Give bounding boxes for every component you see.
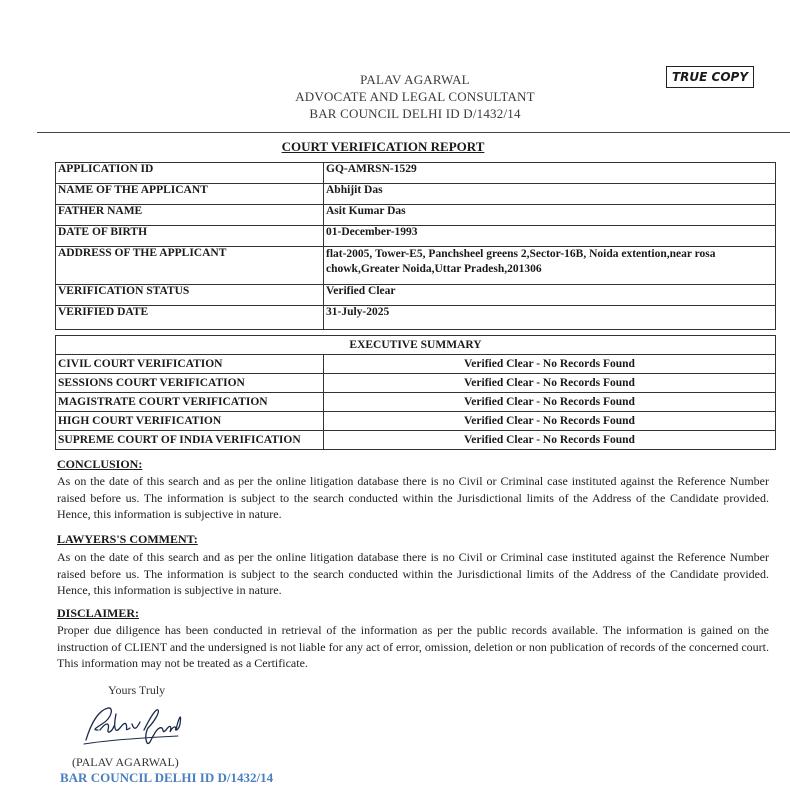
table-row	[56, 184, 776, 205]
table-row	[56, 412, 776, 431]
conclusion-heading: CONCLUSION:	[57, 457, 143, 471]
signatory-name: (PALAV AGARWAL)	[72, 755, 179, 769]
disclaimer-text: Proper due diligence has been conducted in retrieval of the information as per the public records available. The information is gained on the instruction of CLIENT and the undersigned is not liable for any act of error, omission, deletion or non publication of records of the concerned court. This information may not be treated as a Certificate.	[57, 623, 769, 670]
detail-label: DATE OF BIRTH	[56, 226, 324, 247]
table-row	[56, 431, 776, 450]
detail-value: flat-2005, Tower-E5, Panchsheel greens 2,Sector-16B, Noida extention,near rosa chowk,Greater Noida,Uttar Pradesh,201306	[324, 247, 776, 285]
detail-value: Verified Clear	[324, 285, 776, 306]
true-copy-stamp: TRUE COPY	[666, 66, 754, 88]
table-row	[56, 163, 776, 184]
advocate-name: PALAV AGARWAL	[360, 72, 470, 87]
summary-heading: EXECUTIVE SUMMARY	[56, 336, 776, 355]
table-row	[56, 393, 776, 412]
table-row	[56, 205, 776, 226]
header-divider	[37, 132, 790, 133]
detail-label: VERIFICATION STATUS	[56, 285, 324, 306]
table-row	[56, 247, 776, 285]
table-row	[56, 355, 776, 374]
detail-label: VERIFIED DATE	[56, 306, 324, 330]
detail-value: 01-December-1993	[324, 226, 776, 247]
table-row	[56, 306, 776, 330]
lawyers-comment-text: As on the date of this search and as per the online litigation database there is no Civil or Criminal case instituted against the Reference Number raised before us. The information is subject to the search conducted within the Jurisdictional limits of the Address of the Candidate provided. Hence, this information is subjective in nature.	[57, 550, 769, 597]
lawyers-comment-heading: LAWYERS'S COMMENT:	[57, 532, 198, 546]
detail-label: FATHER NAME	[56, 205, 324, 226]
signatory-bar-id: BAR COUNCIL DELHI ID D/1432/14	[60, 770, 274, 785]
detail-label: NAME OF THE APPLICANT	[56, 184, 324, 205]
summary-label: CIVIL COURT VERIFICATION	[56, 355, 324, 374]
summary-status: Verified Clear - No Records Found	[324, 393, 776, 412]
table-row	[56, 226, 776, 247]
disclaimer-heading: DISCLAIMER:	[57, 606, 140, 620]
summary-label: SESSIONS COURT VERIFICATION	[56, 374, 324, 393]
detail-value: Abhijit Das	[324, 184, 776, 205]
summary-status: Verified Clear - No Records Found	[324, 431, 776, 450]
detail-value: 31-July-2025	[324, 306, 776, 330]
conclusion-text: As on the date of this search and as per the online litigation database there is no Civil or Criminal case instituted against the Reference Number raised before us. The information is subject to the search conducted within the Jurisdictional limits of the Address of the Candidate provided. Hence, this information is subjective in nature.	[57, 474, 769, 521]
table-row	[56, 374, 776, 393]
applicant-details-table	[55, 162, 776, 330]
signature-image	[78, 700, 188, 752]
detail-label: ADDRESS OF THE APPLICANT	[56, 247, 324, 285]
advocate-designation: ADVOCATE AND LEGAL CONSULTANT	[295, 89, 535, 104]
summary-status: Verified Clear - No Records Found	[324, 412, 776, 431]
advocate-bar-id: BAR COUNCIL DELHI ID D/1432/14	[309, 106, 521, 121]
summary-label: SUPREME COURT OF INDIA VERIFICATION	[56, 431, 324, 450]
summary-label: MAGISTRATE COURT VERIFICATION	[56, 393, 324, 412]
table-row	[56, 336, 776, 355]
summary-status: Verified Clear - No Records Found	[324, 355, 776, 374]
executive-summary-table	[55, 335, 776, 450]
summary-status: Verified Clear - No Records Found	[324, 374, 776, 393]
detail-value: Asit Kumar Das	[324, 205, 776, 226]
table-row	[56, 285, 776, 306]
report-title: COURT VERIFICATION REPORT	[281, 139, 485, 154]
summary-label: HIGH COURT VERIFICATION	[56, 412, 324, 431]
salutation: Yours Truly	[108, 683, 166, 697]
detail-label: APPLICATION ID	[56, 163, 324, 184]
detail-value: GQ-AMRSN-1529	[324, 163, 776, 184]
